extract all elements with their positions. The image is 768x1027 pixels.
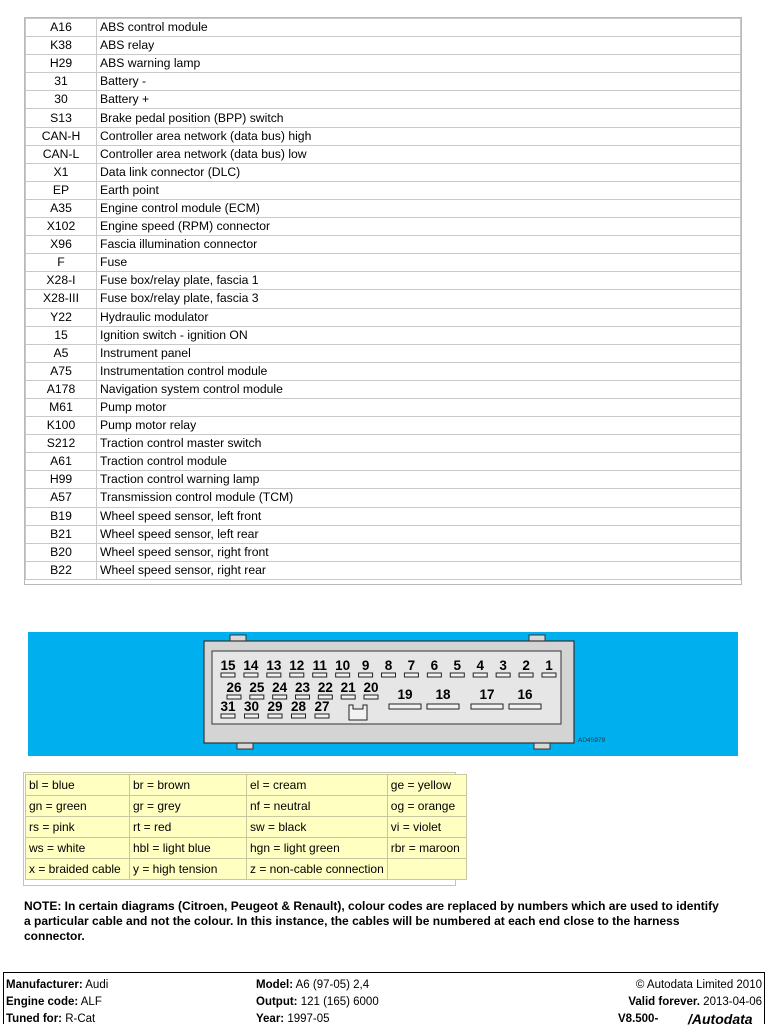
component-description: Data link connector (DLC): [97, 163, 741, 181]
colour-code-cell: ws = white: [26, 838, 130, 859]
component-row: [26, 254, 741, 272]
component-row: [26, 417, 741, 435]
pin-number: 31: [220, 699, 236, 714]
component-code: X102: [26, 218, 97, 236]
model-label: Model:: [256, 979, 294, 991]
component-description: Instrument panel: [97, 344, 741, 362]
colour-code-row: [26, 796, 467, 817]
connector-diagram: [28, 632, 738, 756]
pin-slot: [244, 673, 258, 677]
autodata-logo: /Autodata: [688, 1011, 753, 1027]
pin-slot: [427, 704, 459, 709]
colour-code-cell: gn = green: [26, 796, 130, 817]
colour-code-row: [26, 838, 467, 859]
pin-slot: [336, 673, 350, 677]
pin-slot: [221, 673, 235, 677]
component-code: X28-I: [26, 272, 97, 290]
pin-number: 29: [267, 699, 283, 714]
engine-code-value: ALF: [80, 996, 102, 1008]
component-code: CAN-H: [26, 127, 97, 145]
pin-slot: [542, 673, 556, 677]
footer-validity: [628, 996, 762, 1008]
colour-code-cell: y = high tension: [130, 859, 247, 880]
component-description: Pump motor relay: [97, 417, 741, 435]
component-row: [26, 73, 741, 91]
pin-slot: [509, 704, 541, 709]
component-code: A16: [26, 19, 97, 37]
component-row: [26, 181, 741, 199]
component-description: Fuse box/relay plate, fascia 1: [97, 272, 741, 290]
component-description: Wheel speed sensor, right rear: [97, 561, 741, 579]
component-row: [26, 163, 741, 181]
component-row: [26, 55, 741, 73]
pin-slot: [519, 673, 533, 677]
colour-code-row: [26, 817, 467, 838]
component-code: Y22: [26, 308, 97, 326]
component-description: ABS warning lamp: [97, 55, 741, 73]
colour-code-note: NOTE: In certain diagrams (Citroen, Peugeot & Renault), colour codes are replaced by numbers which are used to identify a particular cable and not the colour. In this instance, the cables will be numbered at each end close to the harness connector.: [24, 899, 719, 943]
pin-slot: [267, 673, 281, 677]
component-description: Transmission control module (TCM): [97, 489, 741, 507]
colour-code-cell: og = orange: [387, 796, 466, 817]
component-row: [26, 199, 741, 217]
footer-engine-code: [6, 996, 102, 1008]
footer-border-left: [3, 972, 4, 1024]
component-row: [26, 471, 741, 489]
component-row: [26, 489, 741, 507]
component-code: K38: [26, 37, 97, 55]
footer-tuned-for: [6, 1013, 95, 1025]
output-value: 121 (165) 6000: [300, 996, 379, 1008]
pin-number: 6: [430, 658, 439, 673]
component-code: B21: [26, 525, 97, 543]
pin-number: 9: [361, 658, 370, 673]
component-description: Pump motor: [97, 398, 741, 416]
component-row: [26, 435, 741, 453]
pin-slot: [364, 695, 378, 699]
pin-number: 23: [294, 680, 311, 695]
pin-number: 28: [290, 699, 307, 714]
component-row: [26, 218, 741, 236]
colour-code-row: [26, 775, 467, 796]
component-code: B19: [26, 507, 97, 525]
footer-divider: [3, 972, 765, 973]
component-description: Fascia illumination connector: [97, 236, 741, 254]
component-code: B20: [26, 543, 97, 561]
output-label: Output:: [256, 996, 298, 1008]
component-description: Traction control master switch: [97, 435, 741, 453]
component-code: H99: [26, 471, 97, 489]
component-code: CAN-L: [26, 145, 97, 163]
pin-number: 4: [476, 658, 484, 673]
component-code: H29: [26, 55, 97, 73]
colour-code-cell: rt = red: [130, 817, 247, 838]
component-description: Brake pedal position (BPP) switch: [97, 109, 741, 127]
component-code: X96: [26, 236, 97, 254]
pin-slot: [496, 673, 510, 677]
component-row: [26, 308, 741, 326]
component-code: EP: [26, 181, 97, 199]
component-code: 31: [26, 73, 97, 91]
pin-number: 21: [340, 680, 356, 695]
footer-border-right: [764, 972, 765, 1024]
component-row: [26, 398, 741, 416]
colour-code-cell: el = cream: [247, 775, 388, 796]
pin-number: 17: [479, 687, 495, 702]
component-description: Traction control module: [97, 453, 741, 471]
component-row: [26, 326, 741, 344]
colour-code-cell: hbl = light blue: [130, 838, 247, 859]
pin-slot: [389, 704, 421, 709]
component-table: [25, 18, 741, 580]
component-table-body: [26, 19, 741, 580]
component-code: S212: [26, 435, 97, 453]
component-row: [26, 344, 741, 362]
pin-number: 22: [317, 680, 333, 695]
colour-code-cell: sw = black: [247, 817, 388, 838]
colour-code-cell: br = brown: [130, 775, 247, 796]
component-description: Controller area network (data bus) high: [97, 127, 741, 145]
colour-code-cell: gr = grey: [130, 796, 247, 817]
component-description: Wheel speed sensor, left front: [97, 507, 741, 525]
component-description: Fuse box/relay plate, fascia 3: [97, 290, 741, 308]
pin-slot: [427, 673, 441, 677]
component-code: 15: [26, 326, 97, 344]
pin-slot: [341, 695, 355, 699]
pin-number: 2: [522, 658, 530, 673]
component-code: F: [26, 254, 97, 272]
year-label: Year:: [256, 1013, 285, 1025]
engine-code-label: Engine code:: [6, 996, 79, 1008]
component-code: A5: [26, 344, 97, 362]
component-code: A35: [26, 199, 97, 217]
component-row: [26, 127, 741, 145]
colour-code-cell: ge = yellow: [387, 775, 466, 796]
pin-slot: [221, 714, 235, 718]
colour-code-cell: vi = violet: [387, 817, 466, 838]
component-description: Wheel speed sensor, right front: [97, 543, 741, 561]
colour-code-cell: x = braided cable: [26, 859, 130, 880]
footer-manufacturer: [6, 979, 108, 991]
manufacturer-label: Manufacturer:: [6, 979, 83, 991]
component-code: K100: [26, 417, 97, 435]
component-description: Battery +: [97, 91, 741, 109]
pin-number: 26: [226, 680, 242, 695]
footer-version: [618, 1013, 658, 1025]
component-row: [26, 380, 741, 398]
pin-slot: [382, 673, 396, 677]
component-code: 30: [26, 91, 97, 109]
component-row: [26, 290, 741, 308]
component-code: B22: [26, 561, 97, 579]
component-row: [26, 507, 741, 525]
pin-slot: [473, 673, 487, 677]
pin-number: 27: [314, 699, 330, 714]
component-code: X28-III: [26, 290, 97, 308]
pin-slot: [290, 673, 304, 677]
pin-number: 8: [384, 658, 393, 673]
component-row: [26, 525, 741, 543]
pin-number: 10: [335, 658, 351, 673]
component-description: Battery -: [97, 73, 741, 91]
component-description: ABS control module: [97, 19, 741, 37]
connector-diagram-panel: [28, 632, 738, 756]
component-code: A75: [26, 362, 97, 380]
pin-number: 18: [435, 687, 451, 702]
component-description: Ignition switch - ignition ON: [97, 326, 741, 344]
component-row: [26, 145, 741, 163]
colour-code-cell: [387, 859, 466, 880]
colour-code-cell: rbr = maroon: [387, 838, 466, 859]
pin-number: 13: [266, 658, 282, 673]
pin-number: 1: [545, 658, 553, 673]
component-description: Engine speed (RPM) connector: [97, 218, 741, 236]
colour-code-table-body: [26, 775, 467, 880]
footer-output: [256, 996, 379, 1008]
component-code: A61: [26, 453, 97, 471]
component-description: Earth point: [97, 181, 741, 199]
component-row: [26, 109, 741, 127]
component-row: [26, 272, 741, 290]
component-description: Engine control module (ECM): [97, 199, 741, 217]
pin-slot: [359, 673, 373, 677]
component-code: X1: [26, 163, 97, 181]
tuned-for-label: Tuned for:: [6, 1013, 62, 1025]
pin-slot: [450, 673, 464, 677]
colour-code-cell: nf = neutral: [247, 796, 388, 817]
component-description: Navigation system control module: [97, 380, 741, 398]
pin-number: 25: [249, 680, 265, 695]
colour-code-cell: z = non-cable connection: [247, 859, 388, 880]
pin-number: 19: [397, 687, 413, 702]
footer-copyright: © Autodata Limited 2010: [635, 979, 762, 991]
component-description: Fuse: [97, 254, 741, 272]
pin-number: 20: [363, 680, 379, 695]
pin-number: 30: [243, 699, 260, 714]
manufacturer-value: Audi: [85, 979, 109, 991]
component-row: [26, 561, 741, 579]
component-description: Traction control warning lamp: [97, 471, 741, 489]
component-row: [26, 19, 741, 37]
pin-number: 11: [312, 658, 327, 673]
year-value: 1997-05: [287, 1013, 330, 1025]
component-row: [26, 453, 741, 471]
colour-code-table: [25, 774, 467, 880]
component-row: [26, 91, 741, 109]
pin-number: 16: [517, 687, 533, 702]
component-code: S13: [26, 109, 97, 127]
colour-code-cell: rs = pink: [26, 817, 130, 838]
component-code: A178: [26, 380, 97, 398]
component-description: Wheel speed sensor, left rear: [97, 525, 741, 543]
component-row: [26, 543, 741, 561]
colour-code-cell: hgn = light green: [247, 838, 388, 859]
validity-label: Valid forever.: [628, 996, 700, 1008]
component-row: [26, 362, 741, 380]
component-code: A57: [26, 489, 97, 507]
pin-slot: [315, 714, 329, 718]
pin-slot: [245, 714, 259, 718]
component-description: Controller area network (data bus) low: [97, 145, 741, 163]
colour-code-row: [26, 859, 467, 880]
pin-number: 5: [453, 658, 462, 673]
footer-model: [256, 979, 369, 991]
pin-number: 24: [272, 680, 288, 695]
pin-slot: [292, 714, 306, 718]
pin-slot: [313, 673, 327, 677]
diagram-reference-code: AD45979: [578, 737, 606, 744]
footer-year: [256, 1013, 330, 1025]
component-row: [26, 236, 741, 254]
model-value: A6 (97-05) 2,4: [295, 979, 370, 991]
pin-slot: [471, 704, 503, 709]
component-description: Hydraulic modulator: [97, 308, 741, 326]
pin-number: 7: [407, 658, 416, 673]
component-row: [26, 37, 741, 55]
footer-date: 2013-04-06: [703, 996, 762, 1008]
pin-number: 12: [289, 658, 305, 673]
pin-slot: [404, 673, 418, 677]
component-description: ABS relay: [97, 37, 741, 55]
pin-number: 14: [243, 658, 259, 673]
colour-code-cell: bl = blue: [26, 775, 130, 796]
component-code: M61: [26, 398, 97, 416]
component-description: Instrumentation control module: [97, 362, 741, 380]
pin-slot: [268, 714, 282, 718]
pin-number: 15: [220, 658, 236, 673]
tuned-for-value: R-Cat: [65, 1013, 96, 1025]
pin-number: 3: [499, 658, 507, 673]
version-value: V8.500-: [618, 1013, 659, 1025]
